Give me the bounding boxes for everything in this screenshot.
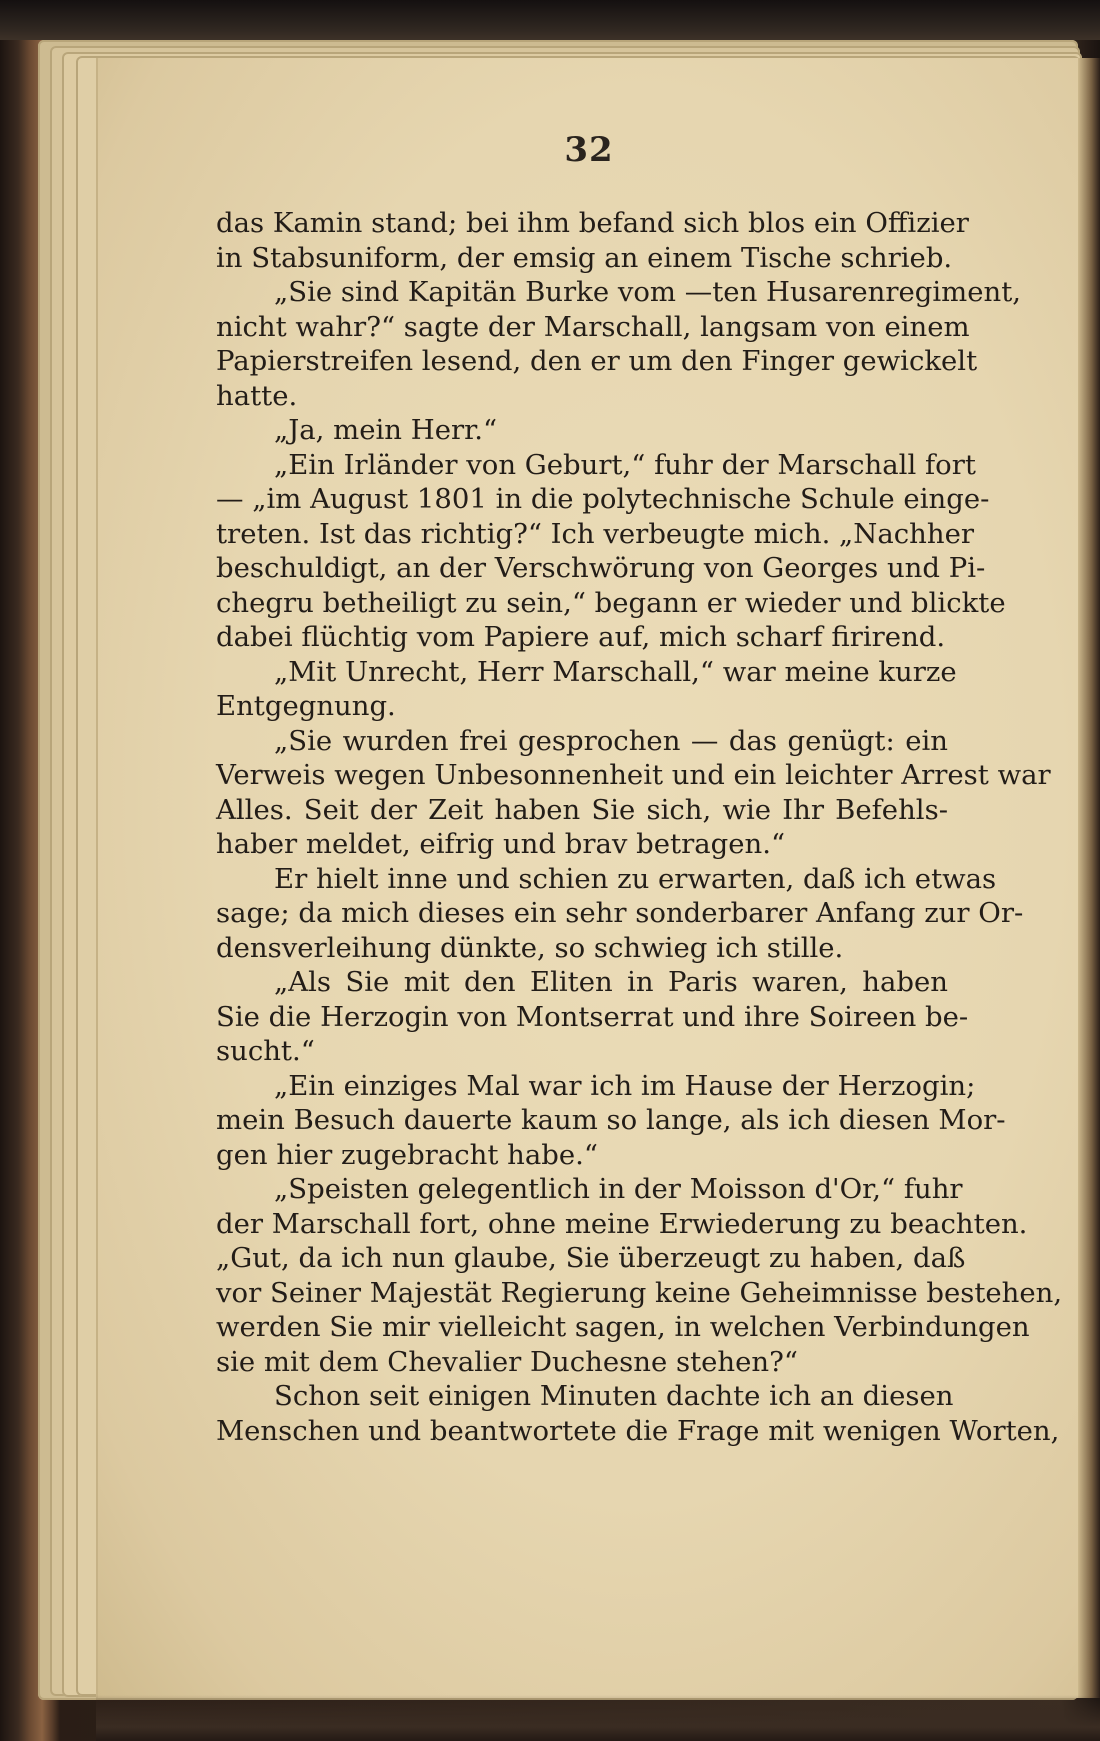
text-line: in Stabsuniform, der emsig an einem Tische schrieb.	[216, 241, 953, 274]
text-line: „Mit Unrecht, Herr Marschall,“ war meine kurze	[274, 655, 957, 688]
text-line: sage; da mich dieses ein sehr sonderbarer Anfang zur Or-	[216, 897, 1024, 929]
text-line: Er hielt inne und schien zu erwarten, daß ich etwas	[274, 862, 997, 895]
text-line: Entgegnung.	[216, 690, 396, 722]
text-line: Papierstreifen lesend, den er um den Finger gewickelt	[216, 345, 978, 377]
page-bottom-shadow	[96, 1695, 1100, 1741]
text-line: „Ein Irländer von Geburt,“ fuhr der Marschall fort	[274, 448, 976, 481]
text-line: „Sie sind Kapitän Burke vom —ten Husarenregiment,	[274, 276, 1022, 308]
text-line: hatte.	[216, 379, 298, 412]
text-line: „Ein einziges Mal war ich im Hause der Herzogin;	[274, 1069, 976, 1102]
text-line: chegru betheiligt zu sein,“ begann er wieder und blickte	[216, 586, 1006, 619]
text-line: — „im August 1801 in die polytechnische Schule einge-	[216, 483, 990, 515]
page-number: 32	[564, 130, 614, 170]
text-line: vor Seiner Majestät Regierung keine Geheimnisse bestehen,	[216, 1276, 1063, 1309]
text-line: Verweis wegen Unbesonnenheit und ein leichter Arrest war	[216, 759, 1051, 791]
book-cover-top	[0, 0, 1100, 40]
text-line: der Marschall fort, ohne meine Erwiederung zu beachten.	[216, 1207, 1028, 1240]
text-line: Schon seit einigen Minuten dachte ich an diesen	[274, 1380, 954, 1412]
body-text	[216, 206, 1063, 1448]
text-line: „Als Sie mit den Eliten in Paris waren, haben	[274, 966, 948, 998]
text-line: dabei flüchtig vom Papiere auf, mich scharf firirend.	[216, 621, 946, 653]
text-line: beschuldigt, an der Verschwörung von Georges und Pi-	[216, 552, 986, 584]
text-line: densverleihung dünkte, so schwieg ich stille.	[216, 931, 844, 964]
text-line: werden Sie mir vielleicht sagen, in welchen Verbindungen	[216, 1311, 1030, 1343]
text-line: treten. Ist das richtig?“ Ich verbeugte mich. „Nachher	[216, 517, 975, 550]
text-line: „Gut, da ich nun glaube, Sie überzeugt zu haben, daß	[216, 1242, 966, 1274]
text-line: Sie die Herzogin von Montserrat und ihre Soireen be-	[216, 1000, 969, 1033]
text-line: das Kamin stand; bei ihm befand sich blos ein Offizier	[216, 207, 969, 239]
text-line: mein Besuch dauerte kaum so lange, als ich diesen Mor-	[216, 1104, 1006, 1136]
text-line: Alles. Seit der Zeit haben Sie sich, wie Ihr Befehls-	[216, 793, 948, 826]
text-line: „Sie wurden frei gesprochen — das genügt: ein	[274, 724, 948, 757]
text-line: sucht.“	[216, 1035, 315, 1067]
text-line: Menschen und beantwortete die Frage mit wenigen Worten,	[216, 1414, 1060, 1447]
book-page	[96, 58, 1080, 1698]
text-line: sie mit dem Chevalier Duchesne stehen?“	[216, 1345, 798, 1378]
text-line: nicht wahr?“ sagte der Marschall, langsam von einem	[216, 310, 970, 343]
gutter-shadow	[1078, 58, 1100, 1698]
text-line: gen hier zugebracht habe.“	[216, 1138, 598, 1171]
text-line: haber meldet, eifrig und brav betragen.“	[216, 828, 786, 860]
text-line: „Speisten gelegentlich in der Moisson d'Or,“ fuhr	[274, 1173, 963, 1205]
text-line: „Ja, mein Herr.“	[274, 414, 498, 446]
